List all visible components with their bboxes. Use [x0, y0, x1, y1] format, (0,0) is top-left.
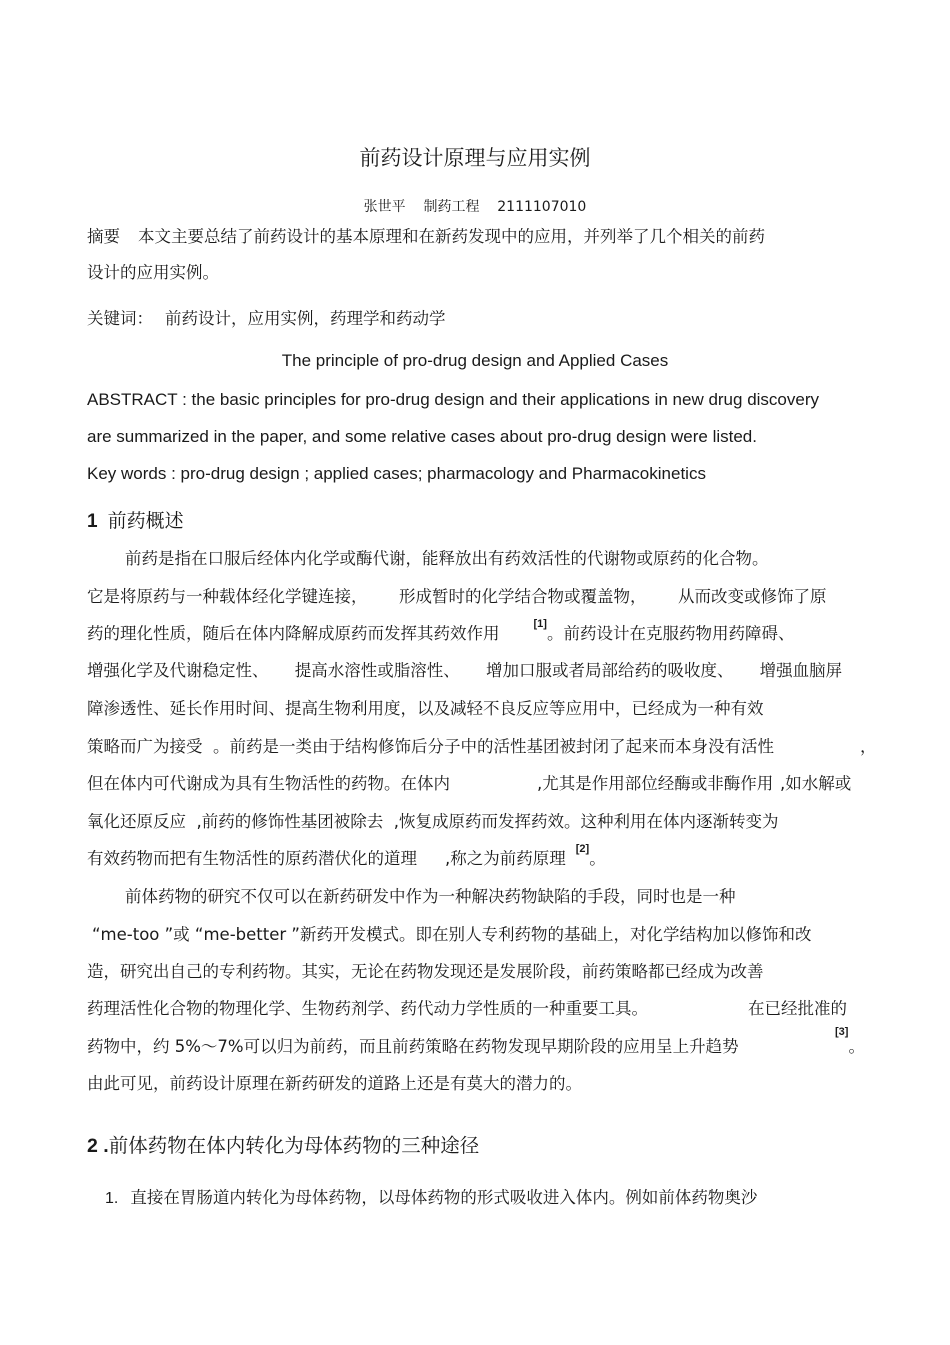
- s1-line-8: 氧化还原反应 ,前药的修饰性基团被除去 ,恢复成原药而发挥药效。这种利用在体内逐渐转变为: [87, 812, 779, 831]
- section1-heading: [87, 506, 184, 533]
- s1-line-2: 它是将原药与一种载体经化学键连接， 形成暂时的化学结合物或覆盖物， 从而改变或修饰了原: [87, 587, 827, 606]
- abstract-en-line2: are summarized in the paper, and some relative cases about pro-drug design were listed.: [87, 427, 757, 446]
- s2-item-1: [105, 1187, 757, 1210]
- section2-number: 2 .: [87, 1135, 109, 1157]
- abstract-cn-text-1: 本文主要总结了前药设计的基本原理和在新药发现中的应用，并列举了几个相关的前药: [138, 227, 765, 246]
- s1-line-7b: ,尤其是作用部位经酶或非酶作用: [537, 774, 774, 793]
- section1-title: 前药概述: [107, 510, 184, 532]
- section2-title: 前体药物在体内转化为母体药物的三种途径: [108, 1134, 480, 1157]
- s1-line-9-end: 。: [589, 849, 606, 868]
- s1-p2-line-3: 造，研究出自己的专利药物。其实，无论在药物发现还是发展阶段，前药策略都已经成为改善: [87, 962, 764, 981]
- keywords-cn-label: 关键词：: [87, 309, 153, 328]
- s1-line-9-text: 有效药物而把有生物活性的原药潜伏化的道理: [87, 849, 417, 868]
- s1-p2-line-6: 由此可见，前药设计原理在新药研发的道路上还是有莫大的潜力的。: [87, 1074, 582, 1093]
- s1-p2-line-5-end: 。: [848, 1037, 865, 1056]
- s2-item-1-text: 直接在胃肠道内转化为母体药物，以母体药物的形式吸收进入体内。例如前体药物奥沙: [130, 1188, 758, 1207]
- abstract-cn-label: 摘要: [87, 227, 120, 246]
- s1-p2-line-1: 前体药物的研究不仅可以在新药研发中作为一种解决药物缺陷的手段，同时也是一种: [125, 887, 736, 906]
- section2-heading: [87, 1130, 479, 1158]
- keywords-cn-text: 前药设计，应用实例，药理学和药动学: [165, 309, 446, 328]
- s1-line-7c: ,如水解或: [780, 774, 852, 793]
- citation-3: [3]: [835, 1026, 849, 1038]
- s1-p2-line-2: “me-too ”或 “me-better ”新药开发模式。即在别人专利药物的基础上，对化学结构加以修饰和改: [92, 925, 812, 944]
- s1-line-3-tail: 。前药设计在克服药物用药障碍、: [546, 624, 795, 643]
- s1-line-9-mid: ,称之为前药原理: [445, 849, 566, 868]
- author-line: 张世平 制药工程 2111107010: [363, 199, 587, 215]
- abstract-cn-line2: 设计的应用实例。: [87, 263, 219, 282]
- s1-line-7a: 但在体内可代谢成为具有生物活性的药物。在体内: [87, 774, 450, 793]
- s1-p2-line-4-tail: 在已经批准的: [748, 999, 847, 1018]
- s1-line-6-comma: ，: [860, 737, 877, 756]
- paper-title: 前药设计原理与应用实例: [359, 146, 591, 170]
- abstract-en-line1: ABSTRACT : the basic principles for pro-drug design and their applications in new drug discovery: [87, 390, 819, 409]
- s1-line-1: 前药是指在口服后经体内化学或酶代谢，能释放出有药效活性的代谢物或原药的化合物。: [125, 549, 769, 568]
- english-title: The principle of pro-drug design and Applied Cases: [281, 351, 669, 370]
- s1-line-5: 障渗透性、延长作用时间、提高生物利用度，以及减轻不良反应等应用中，已经成为一种有效: [87, 699, 764, 718]
- s1-p2-line-5: 药物中，约 5%～7%可以归为前药，而且前药策略在药物发现早期阶段的应用呈上升趋势: [87, 1037, 739, 1056]
- s1-line-9: [87, 843, 606, 870]
- section1-number: 1: [87, 511, 98, 532]
- abstract-cn-line1: [87, 226, 765, 248]
- s2-item-1-number: 1.: [105, 1190, 119, 1207]
- s1-line-4: 增强化学及代谢稳定性、 提高水溶性或脂溶性、 增加口服或者局部给药的吸收度、 增强血脑屏: [87, 661, 843, 680]
- keywords-cn: [87, 308, 446, 330]
- s1-line-3: [87, 618, 795, 645]
- s1-line-6: 策略而广为接受 。前药是一类由于结构修饰后分子中的活性基团被封闭了起来而本身没有活性: [87, 737, 774, 756]
- citation-2: [2]: [575, 843, 590, 855]
- s1-p2-line-4: 药理活性化合物的物理化学、生物药剂学、药代动力学性质的一种重要工具。: [87, 999, 648, 1018]
- citation-1: [1]: [533, 618, 547, 630]
- s1-line-3-text: 药的理化性质，随后在体内降解成原药而发挥其药效作用: [87, 624, 500, 643]
- keywords-en: Key words : pro-drug design ; applied cases; pharmacology and Pharmacokinetics: [87, 464, 706, 483]
- s1-p2-line-5-ref: [835, 1026, 865, 1056]
